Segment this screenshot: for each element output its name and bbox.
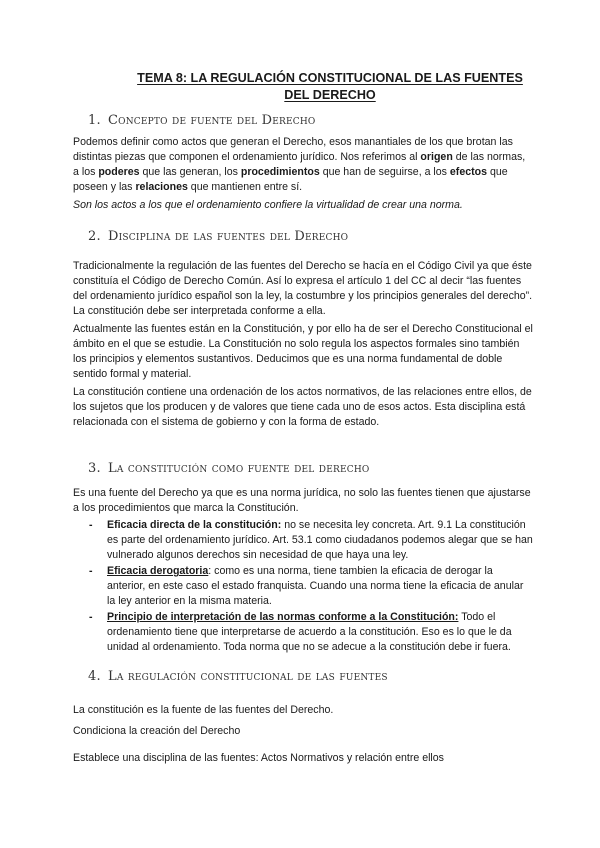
section-4-paragraph-1: La constitución es la fuente de las fuentes del Derecho. — [73, 704, 334, 716]
section-4-paragraph-2: Condiciona la creación del Derecho — [73, 725, 241, 737]
section-3-paragraph-1: Es una fuente del Derecho ya que es una norma jurídica, no solo las fuentes tienen que ajustarse a los procedimientos que marca la Constitución. — [73, 487, 531, 514]
section-2-paragraph-2: Actualmente las fuentes están en la Constitución, y por ello ha de ser el Derecho Constitucional el ámbito en el que se estudie. La Constitución no solo regula los aspectos formales sino también los principios y elementos sustantivos. Deducimos que es una norma fundamental de doble sentido formal y material. — [73, 323, 533, 380]
section-2-paragraph-3: La constitución contiene una ordenación de los actos normativos, de las relaciones entre ellos, de los sujetos que los producen y de valores que tiene cada uno de esos actos. Esta disciplina está relacionada con el sistema de gobierno y con la forma de estado. — [73, 386, 532, 428]
list-item: - Eficacia directa de la constitución: no se necesita ley concreta. Art. 9.1 La constitución es parte del ordenamiento jurídico. Art. 53.1 como ciudadanos podemos alegar que se han vulnerado algunos derechos sin necesidad de que haya una ley. — [89, 519, 533, 561]
section-2-paragraph-1: Tradicionalmente la regulación de las fuentes del Derecho se hacía en el Código Civil ya que éste constituía el Código de Derecho Común. Así lo expresa el artículo 1 del CC al decir “las fuentes del ordenamiento jurídico español son la ley, la costumbre y los principios generales del derecho”. La constitución debe ser interpretada conforme a ella. — [73, 260, 533, 317]
section-1-paragraph-1: Podemos definir como actos que generan el Derecho, esos manantiales de los que brotan las distintas piezas que componen el ordenamiento jurídico. Nos referimos al origen de las normas, a los poderes que las generan, los procedimientos que han de seguirse, a los efectos que poseen y las relaciones que mantienen entre sí. — [73, 136, 526, 193]
document-title — [100, 70, 560, 104]
title-line-2: DEL DERECHO — [284, 88, 376, 102]
section-3-heading: 3. La constitución como fuente del derecho — [88, 461, 370, 476]
section-2-heading: 2. Disciplina de las fuentes del Derecho — [88, 229, 349, 244]
title-line-1: TEMA 8: LA REGULACIÓN CONSTITUCIONAL DE LAS FUENTES — [137, 71, 523, 85]
section-4-paragraph-3: Establece una disciplina de las fuentes: Actos Normativos y relación entre ellos — [73, 752, 444, 764]
section-4-heading: 4. La regulación constitucional de las fuentes — [88, 669, 388, 684]
list-item: - Principio de interpretación de las normas conforme a la Constitución: Todo el ordenamiento tiene que interpretarse de acuerdo a la constitución. Eso es lo que le da unidad al ordenamiento. Toda norma que no se adecue a la constitución debe ir fuera. — [89, 611, 512, 653]
list-item: - Eficacia derogatoria: como es una norma, tiene tambien la eficacia de derogar la anterior, en este caso el estado franquista. Cuando una norma tiene la eficacia de anular la ley anterior en la misma materia. — [89, 565, 524, 607]
section-1-paragraph-2: Son los actos a los que el ordenamiento confiere la virtualidad de crear una norma. — [73, 199, 463, 211]
section-1-heading: 1. Concepto de fuente del Derecho — [88, 113, 316, 128]
section-3-list — [73, 518, 533, 656]
